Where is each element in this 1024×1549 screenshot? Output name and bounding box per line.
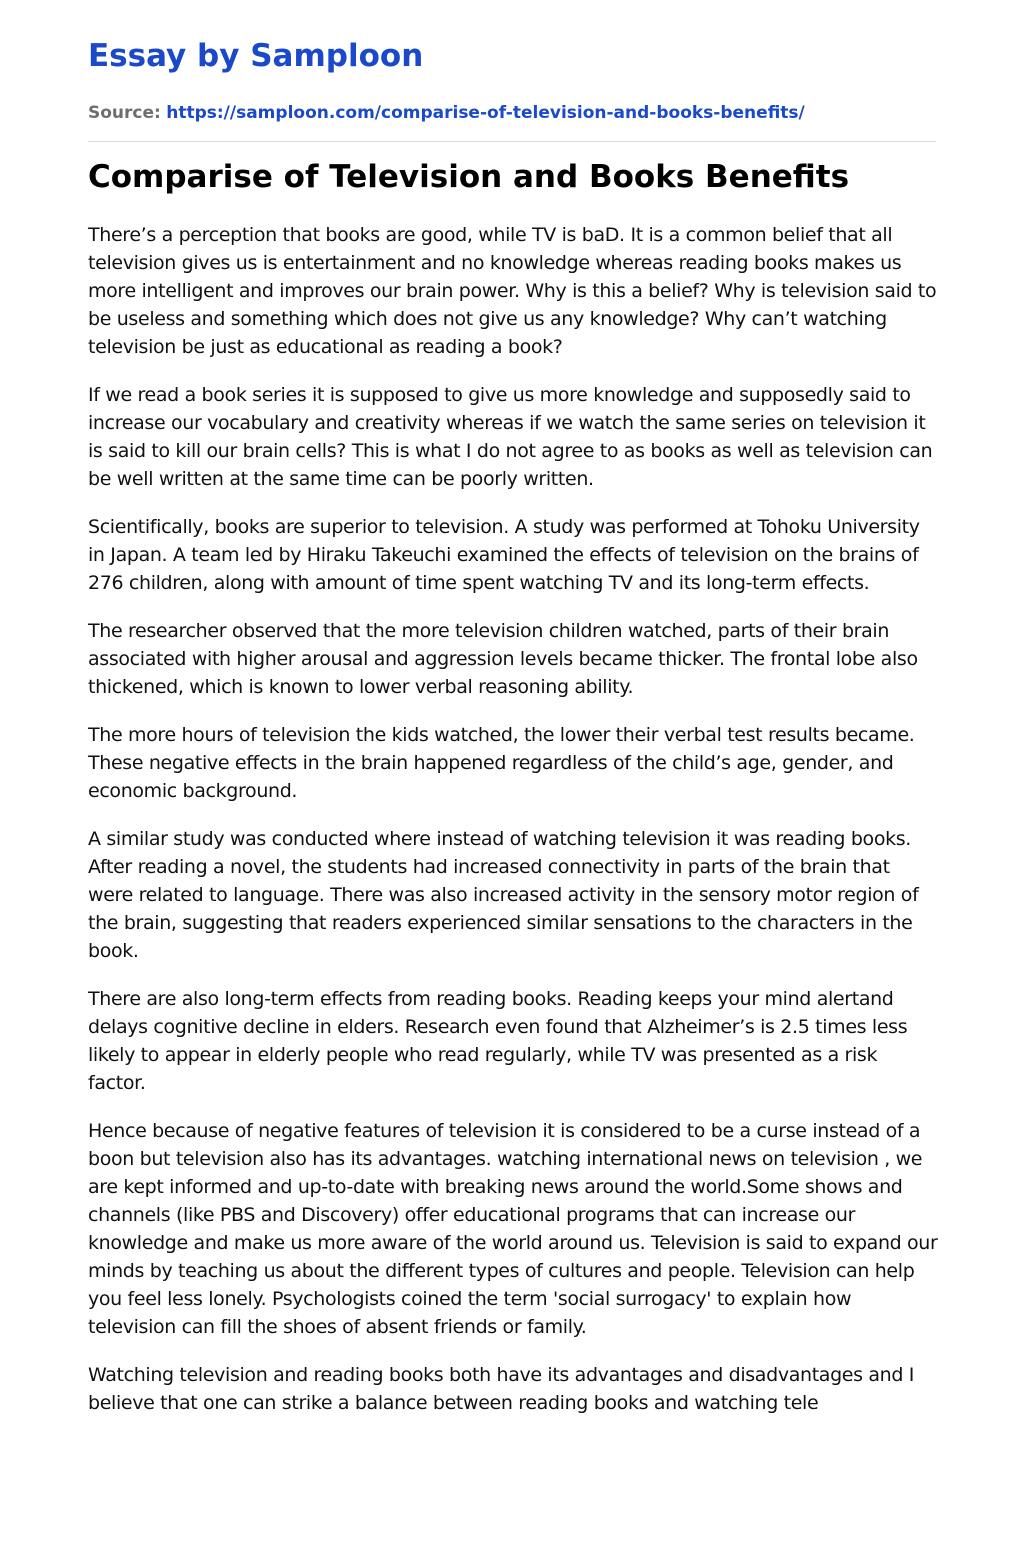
- site-brand[interactable]: Essay by Samploon: [88, 38, 424, 74]
- paragraph: Watching television and reading books both have its advantages and disadvantages and I believe that one can strike a balance between reading books and watching tele: [88, 1364, 915, 1414]
- source-link[interactable]: https://samploon.com/comparise-of-television-and-books-benefits/: [166, 103, 805, 123]
- paragraph: There’s a perception that books are good, while TV is baD. It is a common belief that all television gives us is entertainment and no knowledge whereas reading books makes us more intelligent and improves our brain power. Why is this a belief? Why is television said to be useless and something which does not give us any knowledge? Why can’t watching television be just as educational as reading a book?: [88, 224, 937, 358]
- paragraph: The researcher observed that the more television children watched, parts of their brain associated with higher arousal and aggression levels became thicker. The frontal lobe also thickened, which is known to lower verbal reasoning ability.: [88, 620, 918, 698]
- paragraph: There are also long-term effects from reading books. Reading keeps your mind alertand delays cognitive decline in elders. Research even found that Alzheimer’s is 2.5 times less likely to appear in elderly people who read regularly, while TV was presented as a risk factor.: [88, 988, 908, 1094]
- paragraph: Hence because of negative features of television it is considered to be a curse instead of a boon but television also has its advantages. watching international news on television , we are kept informed and up-to-date with breaking news around the world.Some shows and channels (like PBS and Discovery) offer educational programs that can increase our knowledge and make us more aware of the world around us. Television is said to expand our minds by teaching us about the different types of cultures and people. Television can help you feel less lonely. Psychologists coined the term 'social surrogacy' to explain how television can fill the shoes of absent friends or family.: [88, 1120, 938, 1338]
- essay-body: [88, 221, 938, 1437]
- paragraph: A similar study was conducted where instead of watching television it was reading books. After reading a novel, the students had increased connectivity in parts of the brain that were related to language. There was also increased activity in the sensory motor region of the brain, suggesting that readers experienced similar sensations to the characters in the book.: [88, 828, 919, 962]
- source-line: [88, 100, 805, 126]
- paragraph: The more hours of television the kids watched, the lower their verbal test results became. These negative effects in the brain happened regardless of the child’s age, gender, and economic background.: [88, 724, 915, 802]
- essay-title: Comparise of Television and Books Benefits: [88, 159, 850, 195]
- source-label: Source:: [88, 103, 161, 123]
- header-divider: [88, 141, 936, 142]
- paragraph: Scientifically, books are superior to television. A study was performed at Tohoku University in Japan. A team led by Hiraku Takeuchi examined the effects of television on the brains of 276 children, along with amount of time spent watching TV and its long-term effects.: [88, 516, 920, 594]
- paragraph: If we read a book series it is supposed to give us more knowledge and supposedly said to increase our vocabulary and creativity whereas if we watch the same series on television it is said to kill our brain cells? This is what I do not agree to as books as well as television can be well written at the same time can be poorly written.: [88, 384, 933, 490]
